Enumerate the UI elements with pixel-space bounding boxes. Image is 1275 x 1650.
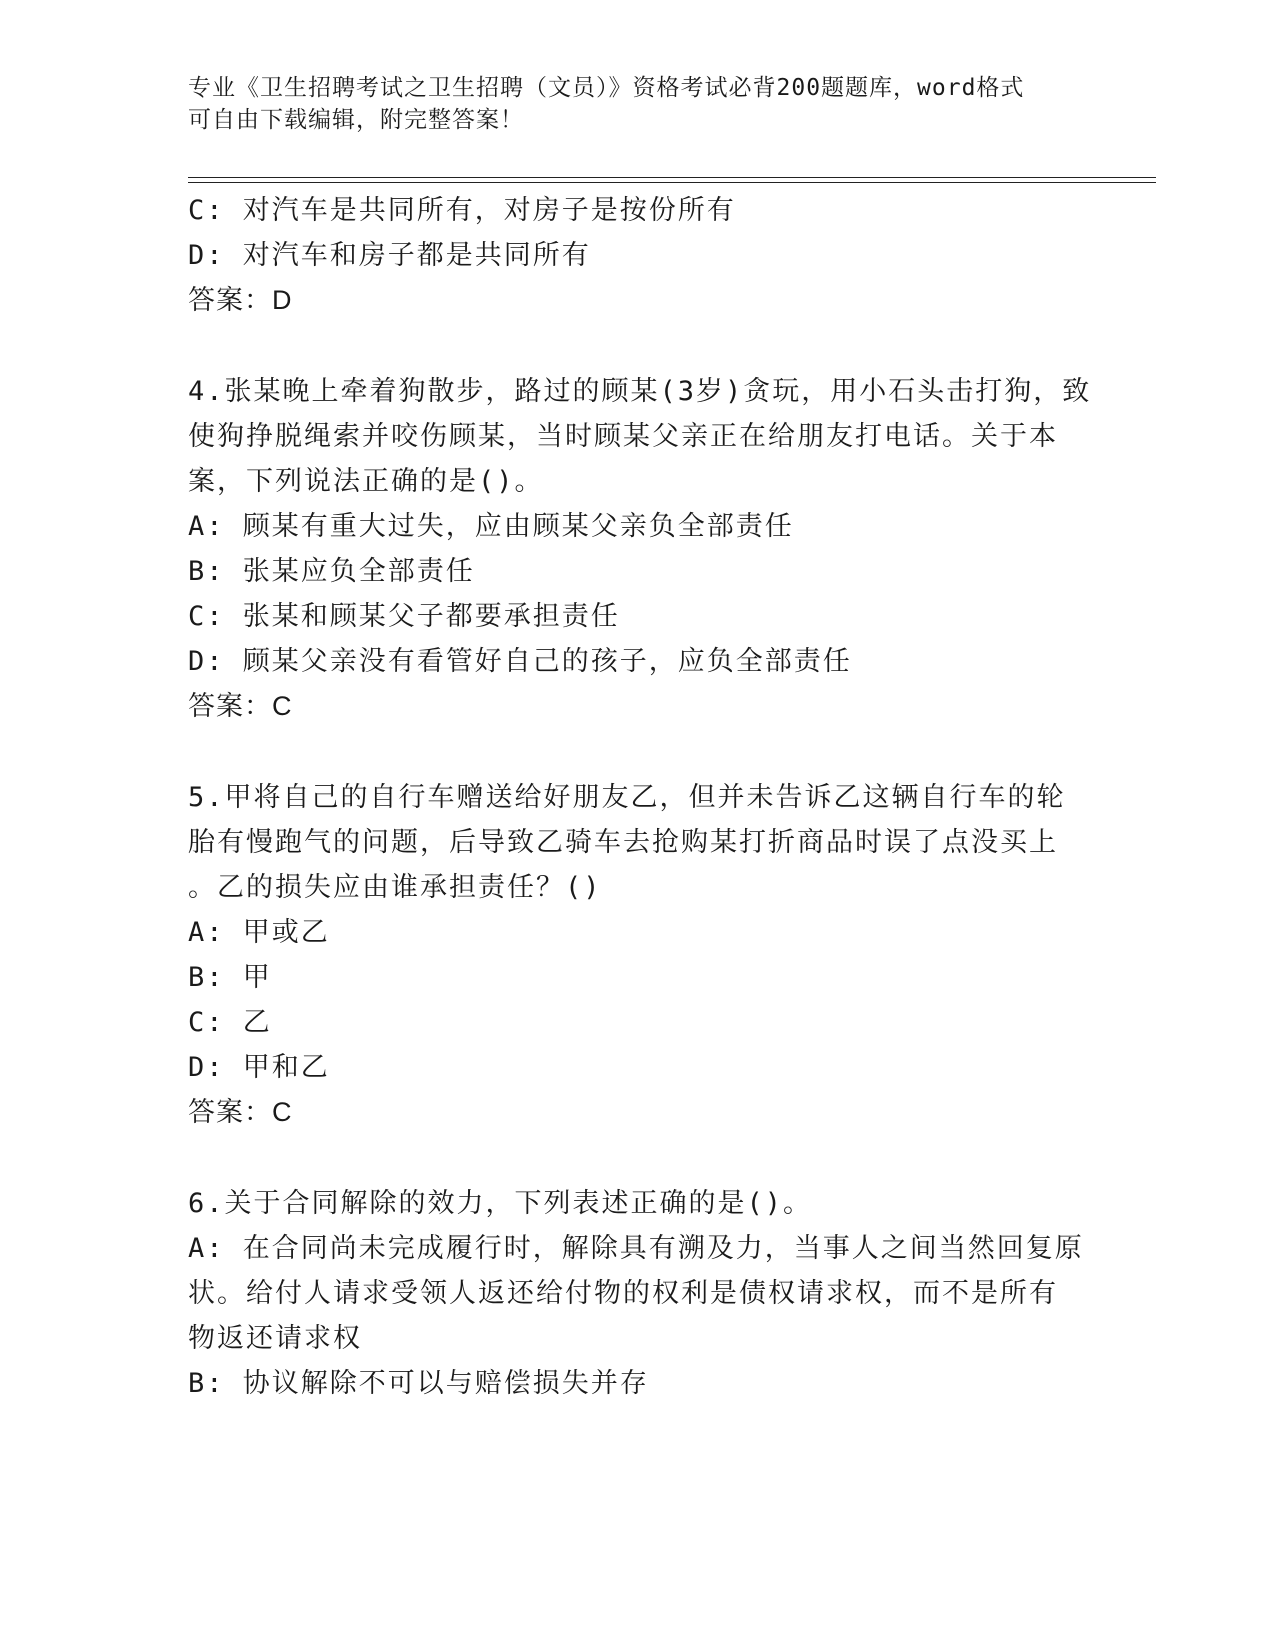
- q4-stem-line-2: 使狗挣脱绳索并咬伤顾某，当时顾某父亲正在给朋友打电话。关于本: [188, 421, 1058, 452]
- q5-option-c: C: 乙: [188, 1007, 272, 1038]
- question-5: [188, 775, 1088, 1135]
- q5-stem-line-1: 5.甲将自己的自行车赠送给好朋友乙，但并未告诉乙这辆自行车的轮: [188, 782, 1066, 813]
- header-divider-bottom: [188, 182, 1156, 183]
- q4-option-c: C: 张某和顾某父子都要承担责任: [188, 601, 620, 632]
- q4-stem-line-1: 4.张某晚上牵着狗散步，路过的顾某(3岁)贪玩，用小石头击打狗，致: [188, 376, 1092, 407]
- q4-answer: 答案：C: [188, 691, 293, 721]
- q6-option-a-line-2: 状。给付人请求受领人返还给付物的权利是债权请求权，而不是所有: [188, 1278, 1058, 1309]
- q3-answer: 答案：D: [188, 285, 293, 315]
- question-list: [188, 188, 1092, 1406]
- header-title-line-1: 专业《卫生招聘考试之卫生招聘（文员）》资格考试必背200题题库，word格式: [188, 75, 1025, 101]
- spacer: [188, 323, 1088, 369]
- q5-answer: 答案：C: [188, 1097, 293, 1127]
- q4-option-d: D: 顾某父亲没有看管好自己的孩子，应负全部责任: [188, 646, 852, 677]
- q5-option-d: D: 甲和乙: [188, 1052, 330, 1083]
- q5-stem-line-2: 胎有慢跑气的问题，后导致乙骑车去抢购某打折商品时误了点没买上: [188, 827, 1058, 858]
- q6-option-b: B: 协议解除不可以与赔偿损失并存: [188, 1368, 649, 1399]
- question-6: [188, 1181, 1088, 1406]
- header-title-line-2: 可自由下载编辑，附完整答案！: [188, 107, 524, 133]
- q6-option-a-line-1: A: 在合同尚未完成履行时，解除具有溯及力，当事人之间当然回复原: [188, 1233, 1084, 1264]
- q4-stem-line-3: 案，下列说法正确的是()。: [188, 466, 544, 497]
- question-4: [188, 369, 1092, 729]
- header-divider-top: [188, 177, 1156, 178]
- q6-stem-line-1: 6.关于合同解除的效力，下列表述正确的是()。: [188, 1188, 813, 1219]
- q6-option-a-line-3: 物返还请求权: [188, 1323, 362, 1354]
- q3-option-d: D: 对汽车和房子都是共同所有: [188, 240, 591, 271]
- q4-option-a: A: 顾某有重大过失，应由顾某父亲负全部责任: [188, 511, 794, 542]
- q5-option-a: A: 甲或乙: [188, 917, 330, 948]
- q3-option-c: C: 对汽车是共同所有，对房子是按份所有: [188, 195, 736, 226]
- spacer: [188, 729, 1088, 775]
- question-3: [188, 188, 1088, 323]
- spacer: [188, 1135, 1088, 1181]
- q5-option-b: B: 甲: [188, 962, 272, 993]
- q4-option-b: B: 张某应负全部责任: [188, 556, 475, 587]
- document-header: [188, 72, 1088, 136]
- q5-stem-line-3: 。乙的损失应由谁承担责任？(): [188, 872, 602, 903]
